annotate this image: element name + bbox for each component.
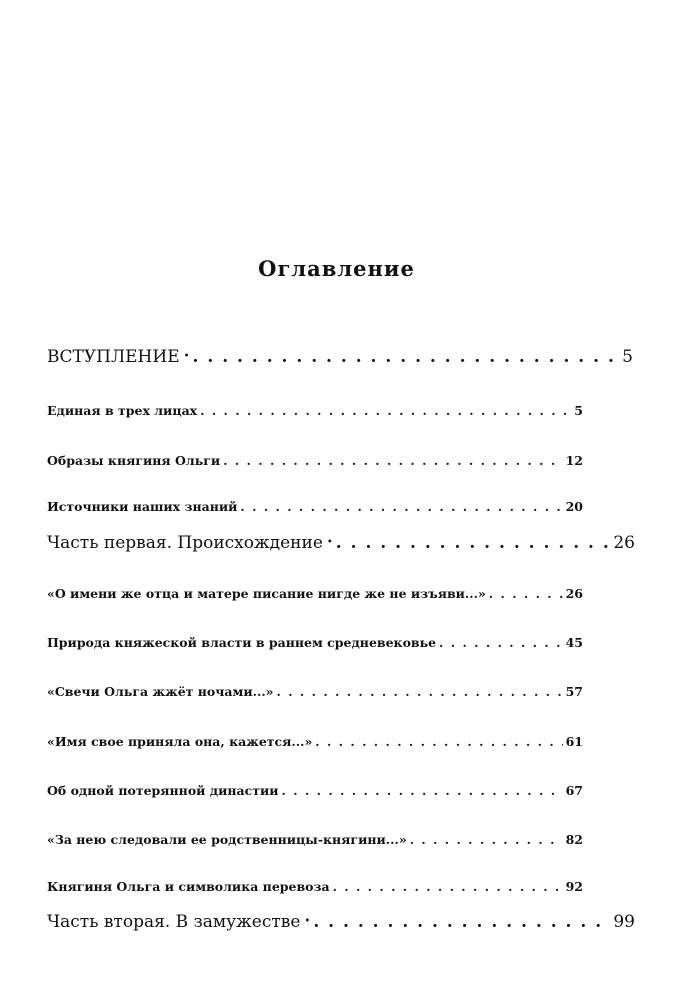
toc-entry-followed-by-relatives[interactable]	[47, 832, 583, 847]
bullet-icon: •	[304, 916, 311, 927]
toc-entry-label: «О имени же отца и матере писание нигде же не изъяви...»	[47, 586, 486, 601]
toc-entry-name-of-father[interactable]	[47, 586, 583, 601]
dot-leader	[410, 832, 563, 847]
toc-entry-page: 5	[622, 347, 633, 367]
dot-leader	[333, 879, 563, 894]
toc-entry-page: 57	[565, 684, 583, 699]
toc-entry-label: Часть вторая. В замужестве	[47, 912, 301, 932]
toc-entry-page: 61	[565, 734, 583, 749]
dot-leader	[193, 347, 620, 367]
toc-entry-label: Источники наших знаний	[47, 499, 238, 514]
page-title: Оглавление	[258, 256, 415, 281]
toc-entry-page: 45	[565, 635, 583, 650]
toc-entry-label: Образы княгиня Ольги	[47, 453, 221, 468]
dot-leader	[315, 734, 562, 749]
toc-entry-label: Единая в трех лицах	[47, 403, 198, 418]
dot-leader	[240, 499, 562, 514]
toc-entry-page: 92	[565, 879, 583, 894]
toc-entry-name-taken[interactable]	[47, 734, 583, 749]
toc-entry-label: ВСТУПЛЕНИЕ	[47, 347, 180, 367]
toc-entry-page: 12	[565, 453, 583, 468]
toc-entry-label: Об одной потерянной династии	[47, 783, 279, 798]
toc-entry-part-one[interactable]	[47, 533, 635, 553]
toc-entry-page: 5	[574, 403, 583, 418]
dot-leader	[336, 533, 611, 553]
toc-entry-ferry-symbolism[interactable]	[47, 879, 583, 894]
dot-leader	[439, 635, 563, 650]
toc-entry-lost-dynasty[interactable]	[47, 783, 583, 798]
toc-entry-label: «За нею следовали ее родственницы-княгини...»	[47, 832, 407, 847]
dot-leader	[282, 783, 563, 798]
toc-entry-candles[interactable]	[47, 684, 583, 699]
toc-entry-part-two[interactable]	[47, 912, 635, 932]
dot-leader	[313, 912, 610, 932]
bullet-icon: •	[183, 351, 190, 362]
bullet-icon: •	[326, 537, 333, 548]
toc-entry-nature-of-power[interactable]	[47, 635, 583, 650]
toc-entry-label: «Свечи Ольга жжёт ночами...»	[47, 684, 274, 699]
toc-entry-page: 20	[565, 499, 583, 514]
toc-entry-sources[interactable]	[47, 499, 583, 514]
toc-entry-images-of-olga[interactable]	[47, 453, 583, 468]
toc-entry-label: Природа княжеской власти в раннем средневековье	[47, 635, 437, 650]
toc-entry-page: 26	[565, 586, 583, 601]
dot-leader	[489, 586, 563, 601]
toc-entry-label: Княгиня Ольга и символика перевоза	[47, 879, 330, 894]
toc-entry-page: 26	[613, 533, 635, 553]
toc-entry-united-in-three[interactable]	[47, 403, 583, 418]
toc-entry-label: «Имя свое приняла она, кажется...»	[47, 734, 313, 749]
dot-leader	[223, 453, 562, 468]
toc-entry-page: 99	[613, 912, 635, 932]
toc-entry-introduction[interactable]	[47, 347, 633, 367]
toc-entry-page: 82	[565, 832, 583, 847]
toc-entry-label: Часть первая. Происхождение	[47, 533, 323, 553]
dot-leader	[277, 684, 563, 699]
dot-leader	[200, 403, 571, 418]
toc-entry-page: 67	[565, 783, 583, 798]
